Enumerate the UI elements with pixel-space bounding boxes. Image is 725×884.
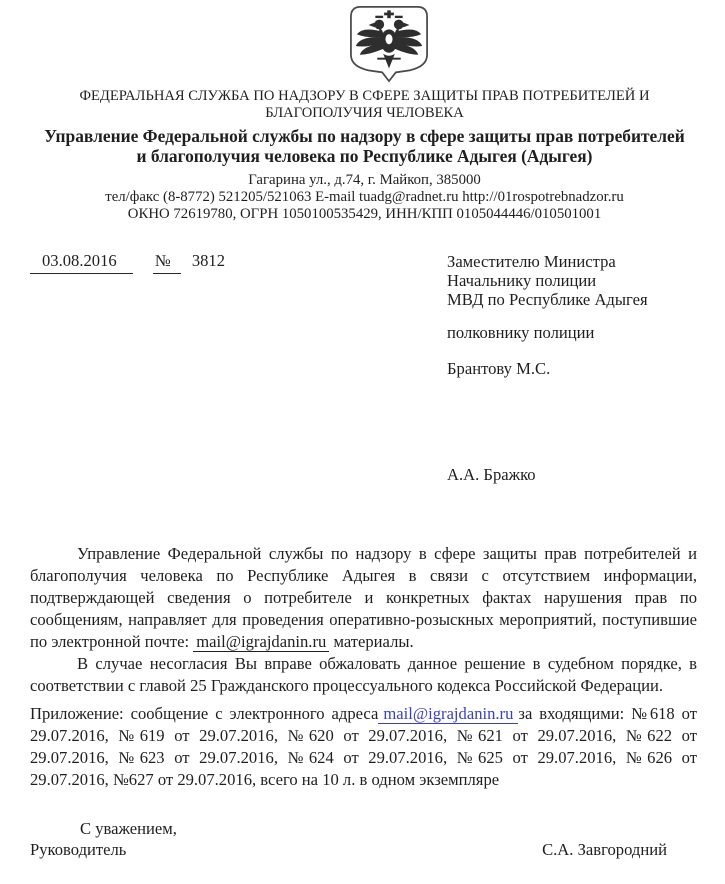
closing-phrase: С уважением, [80, 819, 177, 838]
org-address-line: Гагарина ул., д.74, г. Майкоп, 385000 [248, 172, 481, 188]
org-codes-line: ОКНО 72619780, ОГРН 1050100535429, ИНН/КПП 0105044446/010501001 [127, 205, 602, 222]
email-link-blue[interactable]: mail@igrajdanin.ru [378, 704, 518, 724]
body-paragraph-2: В случае несогласия Вы вправе обжаловать данное решение в судебном порядке, в соответствии с главой 25 Гражданского процессуального кодекса Российской Федерации. [30, 654, 697, 695]
recipient-line: Начальнику полиции [447, 271, 597, 291]
attachment-text-before: Приложение: сообщение с электронного адреса [30, 704, 379, 723]
signer-role: Руководитель [30, 840, 127, 859]
attachment-text-after: за входящими: №618 от 29.07.2016, №619 от 29.07.2016, №620 от 29.07.2016, №621 от 29.07.2016, №622 от 29.07.2016, №623 от 29.07.2016, №624 от 29.07.2016, №625 от 29.07.2016, №626 от 29.07.2016, №627 от 29.07.2016, всего на 10 л. в одном экземпляре [30, 704, 697, 789]
attachment-paragraph [30, 703, 697, 791]
recipient-line: Заместителю Министра [447, 252, 616, 271]
reference-row [30, 251, 225, 274]
letter-body [30, 543, 697, 697]
approver-name: А.А. Бражко [447, 465, 536, 484]
email-link[interactable]: mail@igrajdanin.ru [193, 632, 329, 652]
body-paragraph-1 [30, 543, 697, 653]
recipient-name: Брантову М.С. [447, 358, 551, 378]
letter-date: 03.08.2016 [30, 251, 133, 274]
org-name: Управление Федеральной службы по надзору в сфере защиты прав потребителей и благополучия человека по Республике Адыгея (Адыгея) [44, 126, 685, 166]
signer-name: С.А. Завгородний [542, 840, 667, 859]
recipient-rank: полковнику полиции [447, 322, 595, 342]
body-p1-text-after: материалы. [333, 632, 414, 651]
recipient-block [447, 252, 648, 378]
letter-number: 3812 [191, 251, 226, 270]
signature-row [30, 840, 667, 860]
body-p1-text-before: Управление Федеральной службы по надзору в сфере защиты прав потребителей и благополучия человека по Республике Адыгея в связи с отсутствием информации, подтверждающей сведения о потребителе и конкретных фактах нарушения прав по сообщениям, направляет для проведения оперативно-розыскных мероприятий, поступившие по электронной почте: [30, 544, 697, 651]
russia-coat-of-arms-icon [344, 4, 434, 86]
number-sign-label: № [153, 251, 181, 274]
recipient-line: МВД по Республике Адыгея [447, 290, 648, 310]
letterhead [22, 88, 707, 222]
org-address-block [22, 172, 707, 222]
org-parent-name: ФЕДЕРАЛЬНАЯ СЛУЖБА ПО НАДЗОРУ В СФЕРЕ ЗАЩИТЫ ПРАВ ПОТРЕБИТЕЛЕЙ И БЛАГОПОЛУЧИЯ ЧЕЛОВЕКА [79, 88, 650, 121]
org-contacts-line: тел/факс (8-8772) 521205/521063 E-mail tuadg@radnet.ru http://01rospotrebnadzor.ru [105, 188, 624, 205]
